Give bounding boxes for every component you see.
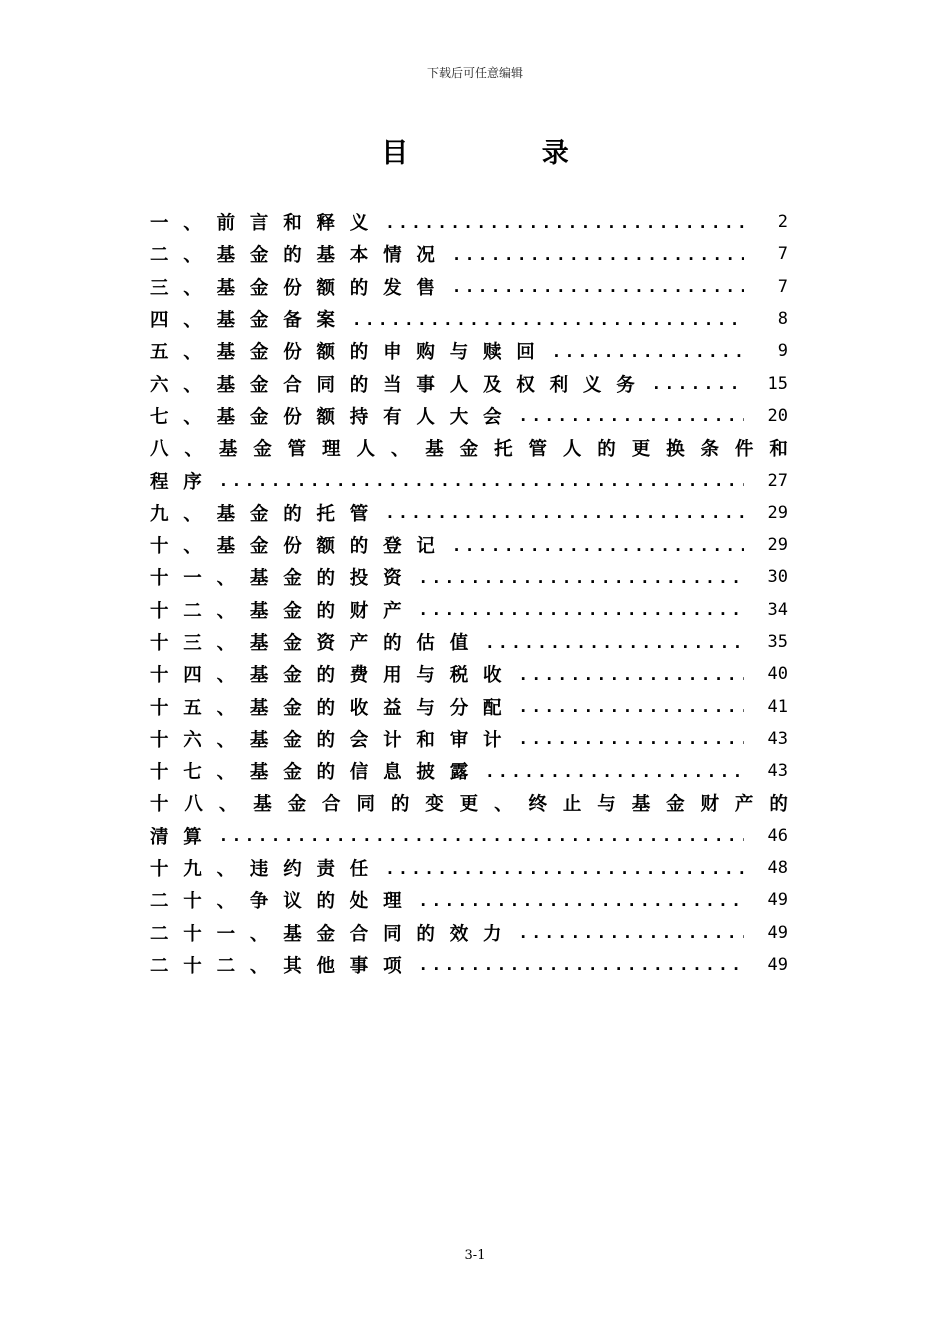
toc-dot-leader <box>418 891 744 910</box>
toc-entry[interactable] <box>150 949 788 981</box>
toc-dot-leader <box>485 762 744 781</box>
toc-entry-page-number: 48 <box>767 858 788 879</box>
toc-dot-leader <box>418 568 744 587</box>
toc-entry-page-number: 27 <box>767 470 788 491</box>
toc-entry-page-number: 29 <box>767 502 788 523</box>
toc-dot-leader <box>385 213 744 232</box>
toc-entry[interactable] <box>150 335 788 367</box>
toc-entry[interactable] <box>150 658 788 690</box>
toc-dot-leader <box>452 536 744 555</box>
toc-entry-page-number: 2 <box>777 212 788 233</box>
toc-entry-label: 一、前言和释义 <box>150 213 384 235</box>
toc-entry-label: 十五、基金的收益与分配 <box>150 697 517 719</box>
toc-entry-label: 三、基金份额的发售 <box>150 277 450 299</box>
toc-dot-leader <box>518 923 744 942</box>
toc-entry[interactable] <box>150 626 788 658</box>
toc-entry-label: 二十二、其他事项 <box>150 955 417 977</box>
toc-entry-label: 二、基金的基本情况 <box>150 245 450 267</box>
toc-entry-label: 十一、基金的投资 <box>150 568 417 590</box>
toc-dot-leader <box>518 406 744 425</box>
page-number-footer: 3-1 <box>464 1248 486 1263</box>
toc-entry[interactable] <box>150 432 788 464</box>
toc-entry-label: 十 八 、 基 金 合 同 的 变 更 、 终 止 与 基 金 财 产 的 <box>150 794 788 816</box>
toc-entry-label: 十六、基金的会计和审计 <box>150 729 517 751</box>
toc-entry-label: 十七、基金的信息披露 <box>150 762 484 784</box>
toc-entry-page-number: 49 <box>767 922 788 943</box>
toc-entry[interactable] <box>150 497 788 529</box>
toc-entry-label: 十、基金份额的登记 <box>150 536 450 558</box>
toc-entry-page-number: 34 <box>767 599 788 620</box>
toc-dot-leader <box>418 600 744 619</box>
toc-dot-leader <box>219 471 744 490</box>
toc-entry-label: 十四、基金的费用与税收 <box>150 665 517 687</box>
toc-entry[interactable] <box>150 820 788 852</box>
toc-entry-label: 程序 <box>150 471 217 493</box>
toc-dot-leader <box>385 503 744 522</box>
toc-entry-label: 七、基金份额持有人大会 <box>150 406 517 428</box>
toc-entry[interactable] <box>150 755 788 787</box>
toc-entry-page-number: 30 <box>767 567 788 588</box>
toc-dot-leader <box>452 277 744 296</box>
table-of-contents <box>150 206 788 981</box>
toc-entry[interactable] <box>150 367 788 399</box>
toc-entry[interactable] <box>150 561 788 593</box>
toc-entry-page-number: 15 <box>767 373 788 394</box>
toc-dot-leader <box>518 697 744 716</box>
toc-entry-page-number: 9 <box>777 341 788 362</box>
toc-entry-label: 二十、争议的处理 <box>150 891 417 913</box>
toc-entry[interactable] <box>150 787 788 819</box>
toc-entry[interactable] <box>150 529 788 561</box>
toc-entry[interactable] <box>150 852 788 884</box>
toc-entry-page-number: 40 <box>767 664 788 685</box>
toc-dot-leader <box>518 729 744 748</box>
toc-entry[interactable] <box>150 303 788 335</box>
toc-dot-leader <box>385 859 744 878</box>
toc-entry-label: 六、基金合同的当事人及权利义务 <box>150 374 650 396</box>
toc-entry-label: 清算 <box>150 826 217 848</box>
toc-dot-leader <box>352 310 744 329</box>
toc-entry-page-number: 49 <box>767 890 788 911</box>
toc-entry-page-number: 43 <box>767 728 788 749</box>
toc-entry-page-number: 29 <box>767 535 788 556</box>
toc-entry-page-number: 43 <box>767 761 788 782</box>
toc-entry[interactable] <box>150 206 788 238</box>
toc-dot-leader <box>485 633 744 652</box>
toc-dot-leader <box>219 826 744 845</box>
toc-dot-leader <box>518 665 744 684</box>
toc-entry-page-number: 46 <box>767 825 788 846</box>
toc-dot-leader <box>418 955 744 974</box>
toc-entry-label: 十三、基金资产的估值 <box>150 633 484 654</box>
toc-entry-page-number: 41 <box>767 696 788 717</box>
toc-entry[interactable] <box>150 884 788 916</box>
toc-entry-page-number: 20 <box>767 405 788 426</box>
toc-entry-label: 二十一、基金合同的效力 <box>150 923 517 945</box>
toc-entry[interactable] <box>150 594 788 626</box>
toc-entry[interactable] <box>150 464 788 496</box>
toc-entry-page-number: 8 <box>777 309 788 330</box>
toc-entry[interactable] <box>150 917 788 949</box>
toc-entry[interactable] <box>150 690 788 722</box>
toc-entry-page-number: 7 <box>777 244 788 265</box>
toc-entry-label: 十二、基金的财产 <box>150 600 417 622</box>
toc-dot-leader <box>652 374 744 393</box>
toc-dot-leader <box>552 342 744 361</box>
toc-entry-label: 九、基金的托管 <box>150 503 384 525</box>
toc-entry-label: 八 、 基 金 管 理 人 、 基 金 托 管 人 的 更 换 条 件 和 <box>150 439 788 461</box>
toc-entry[interactable] <box>150 723 788 755</box>
toc-entry-page-number: 49 <box>767 954 788 975</box>
toc-entry[interactable] <box>150 400 788 432</box>
header-note: 下载后可任意编辑 <box>426 66 523 80</box>
toc-entry-label: 四、基金备案 <box>150 310 350 332</box>
toc-entry-label: 十九、违约责任 <box>150 859 384 881</box>
toc-entry[interactable] <box>150 238 788 270</box>
toc-entry-label: 五、基金份额的申购与赎回 <box>150 342 550 364</box>
toc-dot-leader <box>452 245 744 264</box>
toc-entry-page-number: 7 <box>777 276 788 297</box>
toc-entry-page-number: 35 <box>767 632 788 652</box>
toc-entry[interactable] <box>150 271 788 303</box>
toc-title: 目 录 <box>381 138 631 169</box>
